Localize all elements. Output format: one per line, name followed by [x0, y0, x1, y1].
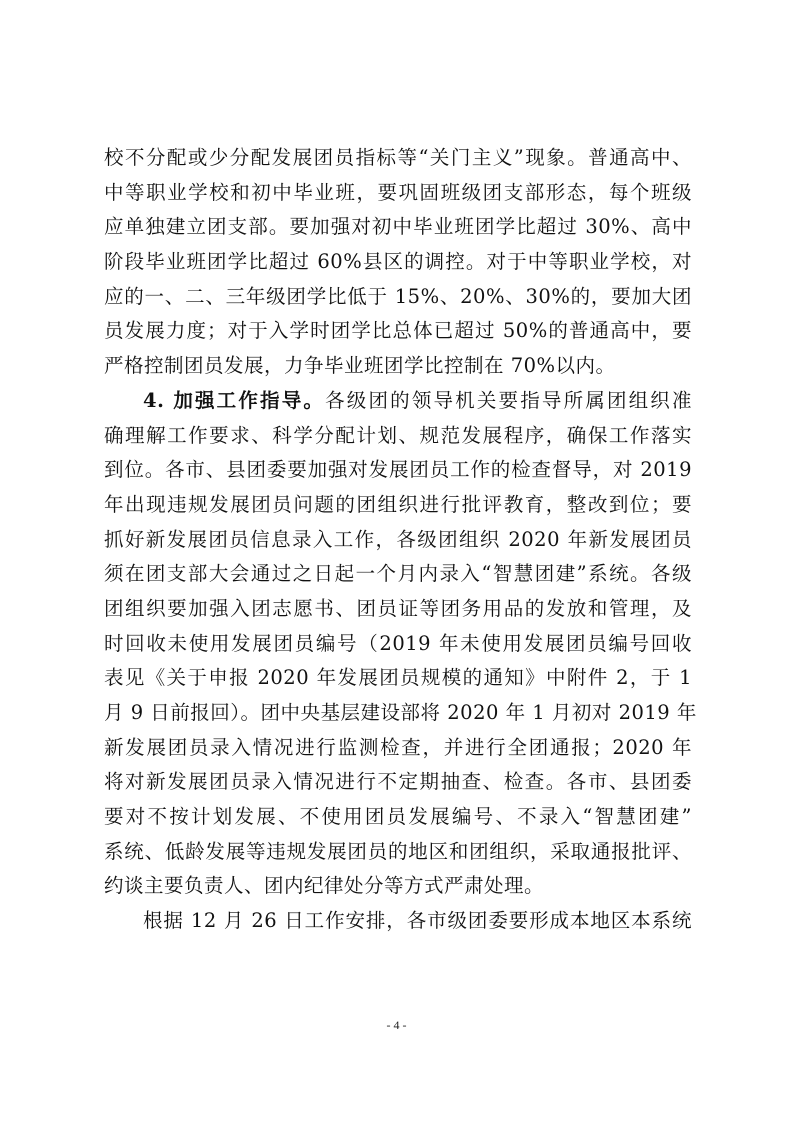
body-text	[104, 141, 697, 939]
text-line: 中等职业学校和初中毕业班，要巩固班级团支部形态，每个班级	[104, 180, 692, 204]
text-line: 约谈主要负责人、团内纪律处分等方式严肃处理。	[104, 874, 545, 898]
text-line: 年出现违规发展团员问题的团组织进行批评教育，整改到位；要	[104, 492, 692, 516]
text-line: 确理解工作要求、科学分配计划、规范发展程序，确保工作落实	[104, 423, 692, 447]
text-line: 时回收未使用发展团员编号（2019 年未使用发展团员编号回收	[104, 631, 692, 655]
section-4-first-line	[104, 384, 692, 419]
text-line: 团组织要加强入团志愿书、团员证等团务用品的发放和管理，及	[104, 596, 692, 620]
text-line: 严格控制团员发展，力争毕业班团学比控制在 70%以内。	[104, 354, 616, 378]
text-line: 须在团支部大会通过之日起一个月内录入“智慧团建”系统。各级	[104, 562, 692, 586]
text-line: 应单独建立团支部。要加强对初中毕业班团学比超过 30%、高中	[104, 215, 692, 239]
text-line: 应的一、二、三年级团学比低于 15%、20%、30%的，要加大团	[104, 284, 692, 308]
text-line: 阶段毕业班团学比超过 60%县区的调控。对于中等职业学校，对	[104, 250, 692, 274]
text-line: 月 9 日前报回）。团中央基层建设部将 2020 年 1 月初对 2019 年	[104, 701, 697, 724]
final-paragraph-line: 根据 12 月 26 日工作安排，各市级团委要形成本地区本系统	[143, 909, 692, 933]
text-line: 系统、低龄发展等违规发展团员的地区和团组织，采取通报批评、	[104, 839, 692, 863]
section-4-heading: 4. 加强工作指导。	[143, 388, 326, 412]
text-line: 抓好新发展团员信息录入工作，各级团组织 2020 年新发展团员	[104, 527, 692, 551]
section-4-first-text: 各级团的领导机关要指导所属团组织准	[325, 388, 692, 412]
text-line: 新发展团员录入情况进行监测检查，并进行全团通报；2020 年	[104, 735, 692, 759]
text-line: 将对新发展团员录入情况进行不定期抽查、检查。各市、县团委	[104, 770, 692, 794]
text-line: 员发展力度；对于入学时团学比总体已超过 50%的普通高中，要	[104, 319, 692, 343]
text-line: 校不分配或少分配发展团员指标等“关门主义”现象。普通高中、	[104, 146, 692, 169]
page-number: - 4 -	[386, 1018, 407, 1032]
text-line: 表见《关于申报 2020 年发展团员规模的通知》中附件 2，于 1	[104, 666, 692, 690]
text-line: 要对不按计划发展、不使用团员发展编号、不录入“智慧团建”	[104, 805, 692, 829]
text-line: 到位。各市、县团委要加强对发展团员工作的检查督导，对 2019	[104, 458, 692, 482]
